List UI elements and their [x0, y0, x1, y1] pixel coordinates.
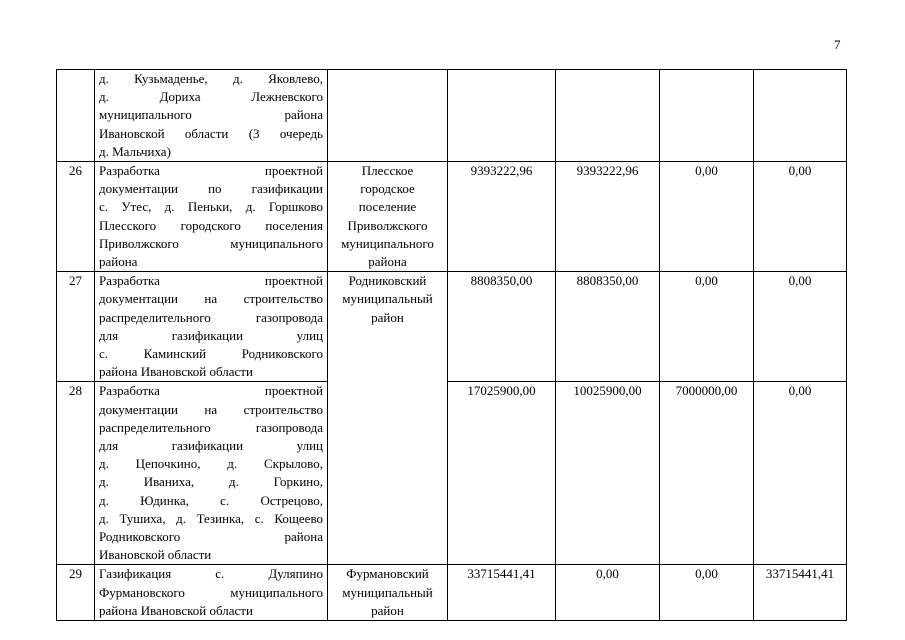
table-row [57, 70, 847, 162]
executor-line: городское [360, 181, 415, 197]
amount-col3: 0,00 [660, 565, 754, 621]
description-line: документации по газификации [99, 181, 323, 197]
executor [328, 70, 448, 162]
row-number: 27 [57, 272, 95, 382]
funding-table [56, 69, 847, 621]
executor-line: района [368, 254, 407, 270]
page-number: 7 [834, 37, 841, 52]
project-description [95, 565, 328, 621]
description-line: д. Дориха Лежневского [99, 89, 323, 105]
description-line: д. Мальчиха) [99, 143, 171, 159]
executor-line: район [371, 309, 404, 325]
amount-col3 [660, 70, 754, 162]
amount-col4: 0,00 [754, 382, 847, 565]
amount-col4: 0,00 [754, 162, 847, 272]
executor [328, 565, 448, 621]
description-line: муниципального района [99, 107, 323, 123]
description-line: района Ивановской области [99, 602, 253, 618]
row-number: 28 [57, 382, 95, 565]
amount-total: 33715441,41 [448, 565, 556, 621]
executor-line: Приволжского [347, 217, 428, 233]
description-line: Приволжского муниципального [99, 235, 323, 251]
amount-col2: 10025900,00 [556, 382, 660, 565]
row-number: 29 [57, 565, 95, 621]
description-line: Разработка проектной [99, 383, 323, 399]
description-line: распределительного газопровода [99, 419, 323, 435]
amount-total: 17025900,00 [448, 382, 556, 565]
description-line: д. Юдинка, с. Острецово, [99, 492, 323, 508]
table-row [57, 162, 847, 272]
amount-col2: 8808350,00 [556, 272, 660, 382]
executor-line: Плесское [361, 163, 414, 179]
amount-col2: 9393222,96 [556, 162, 660, 272]
amount-total: 9393222,96 [448, 162, 556, 272]
table-row [57, 565, 847, 621]
amount-total [448, 70, 556, 162]
amount-col4: 33715441,41 [754, 565, 847, 621]
description-line: Ивановской области (3 очередь [99, 125, 323, 141]
project-description [95, 382, 328, 565]
row-number: 26 [57, 162, 95, 272]
description-line: с. Каминский Родниковского [99, 346, 323, 362]
executor-line: Фурмановский [346, 566, 429, 582]
amount-col3: 0,00 [660, 272, 754, 382]
amount-col4: 0,00 [754, 272, 847, 382]
table-row [57, 382, 847, 565]
executor-line: Родниковский [348, 273, 427, 289]
amount-total: 8808350,00 [448, 272, 556, 382]
description-line: Разработка проектной [99, 163, 323, 179]
table-body [57, 70, 847, 621]
description-line: Разработка проектной [99, 273, 323, 289]
executor-line: муниципальный [342, 584, 433, 600]
executor-line: поселение [358, 199, 417, 215]
executor-line: район [371, 602, 404, 618]
description-line: с. Утес, д. Пеньки, д. Горшково [99, 199, 323, 215]
executor [328, 272, 448, 565]
project-description [95, 162, 328, 272]
executor [328, 162, 448, 272]
description-line: Фурмановского муниципального [99, 584, 323, 600]
executor-line: муниципальный [342, 291, 433, 307]
amount-col3: 0,00 [660, 162, 754, 272]
description-line: района [99, 254, 138, 270]
description-line: Родниковского района [99, 529, 323, 545]
amount-col2: 0,00 [556, 565, 660, 621]
description-line: д. Тушиха, д. Тезинка, с. Кощеево [99, 510, 323, 526]
description-line: д. Кузьмаденье, д. Яковлево, [99, 71, 323, 86]
row-number [57, 70, 95, 162]
description-line: Ивановской области [99, 547, 212, 563]
amount-col4 [754, 70, 847, 162]
description-line: д. Цепочкино, д. Скрылово, [99, 456, 323, 472]
description-line: документации на строительство [99, 291, 323, 307]
executor-line: муниципального [341, 235, 434, 251]
description-line: района Ивановской области [99, 364, 253, 380]
description-line: Плесского городского поселения [99, 217, 323, 233]
description-line: для газификации улиц [99, 327, 323, 343]
description-line: Газификация с. Дуляпино [99, 566, 323, 582]
description-line: д. Иваниха, д. Горкино, [99, 474, 323, 490]
project-description [95, 272, 328, 382]
amount-col3: 7000000,00 [660, 382, 754, 565]
amount-col2 [556, 70, 660, 162]
table-row [57, 272, 847, 382]
description-line: распределительного газопровода [99, 309, 323, 325]
project-description [95, 70, 328, 162]
description-line: для газификации улиц [99, 438, 323, 454]
description-line: документации на строительство [99, 401, 323, 417]
